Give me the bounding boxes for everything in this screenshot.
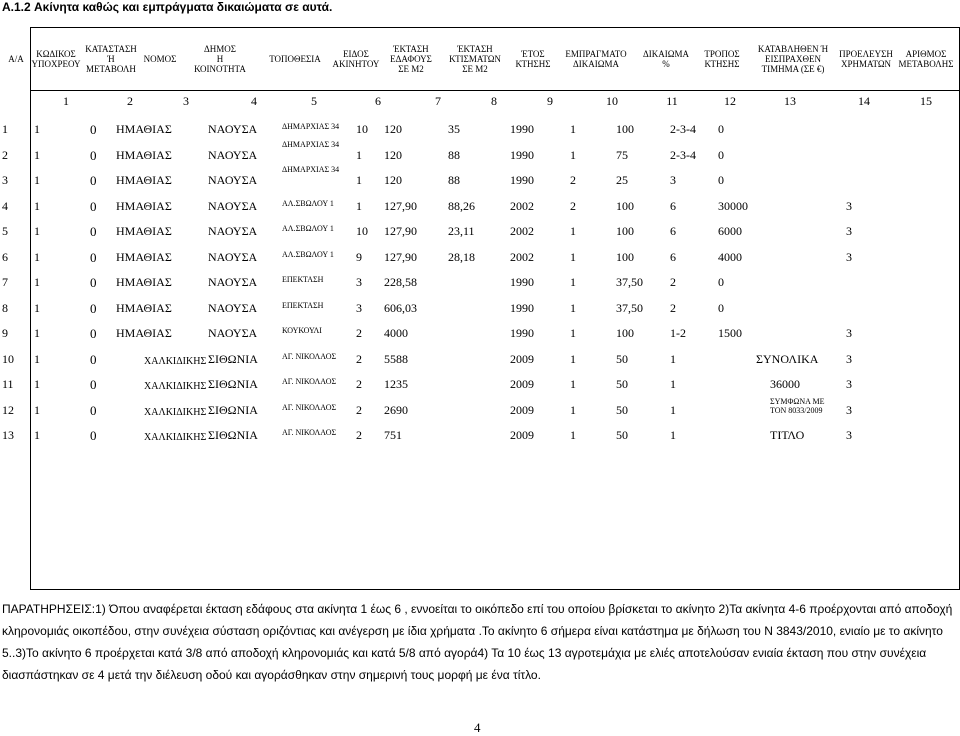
cell-eidos: 2 <box>356 351 362 366</box>
cell-dikaioma: 1 <box>570 300 576 315</box>
table-row <box>0 424 960 449</box>
column-header-line: ΣΕ Μ2 <box>462 64 488 74</box>
cell-dikaioma: 1 <box>570 351 576 366</box>
column-header-line: ΚΩΔΙΚΟΣ <box>36 49 76 59</box>
cell-eidos: 1 <box>356 173 362 187</box>
cell-topothesia: ΑΓ. ΝΙΚΟΛΑΟΣ <box>282 402 337 412</box>
cell-aa: 9 <box>2 326 8 340</box>
cell-dikaioma: 1 <box>570 377 576 391</box>
cell-ktismata: 23,11 <box>448 224 475 238</box>
cell-aa: 3 <box>2 173 8 187</box>
cell-dikaioma: 1 <box>570 275 576 289</box>
cell-dimos: ΝΑΟΥΣΑ <box>208 275 258 289</box>
cell-etos: 1990 <box>510 147 534 162</box>
column-number: 7 <box>435 94 441 108</box>
cell-status: 0 <box>90 224 97 239</box>
column-number: 14 <box>858 94 870 108</box>
cell-status: 0 <box>90 300 97 316</box>
cell-dimos: ΣΙΘΩΝΙΑ <box>208 402 258 417</box>
cell-nomos: ΗΜΑΘΙΑΣ <box>116 147 172 162</box>
column-header-line: ΔΙΚΑΙΩΜΑ <box>643 49 689 59</box>
cell-eidos: 3 <box>356 300 362 315</box>
cell-eidos: 3 <box>356 275 362 289</box>
table-header <box>8 27 960 91</box>
cell-nomos: ΗΜΑΘΙΑΣ <box>116 198 172 213</box>
cell-code: 1 <box>34 351 40 366</box>
cell-ektasi: 1235 <box>384 377 408 391</box>
cell-dimos: ΝΑΟΥΣΑ <box>208 300 258 315</box>
column-number: 4 <box>251 94 257 108</box>
cell-eidos: 2 <box>356 377 362 391</box>
table-row <box>0 220 960 245</box>
cell-ektasi: 751 <box>384 428 402 442</box>
cell-aa: 5 <box>2 224 8 238</box>
cell-ektasi: 127,90 <box>384 249 417 264</box>
table-row <box>0 139 960 169</box>
cell-tropos: 6 <box>670 224 676 238</box>
cell-code: 1 <box>34 402 40 417</box>
cell-pososto: 50 <box>616 402 628 417</box>
cell-code: 1 <box>34 173 40 187</box>
cell-eidos: 1 <box>356 198 362 213</box>
cell-nomos: ΗΜΑΘΙΑΣ <box>116 173 172 187</box>
column-header-line: ΤΙΜΗΜΑ (ΣΕ €) <box>761 64 825 74</box>
cell-timima: 0 <box>718 275 724 289</box>
column-number: 12 <box>724 94 736 108</box>
cell-nomos: ΧΑΛΚΙΔΙΚΗΣ <box>144 432 207 443</box>
column-header-line: Ή <box>107 54 115 64</box>
cell-eidos: 2 <box>356 326 362 340</box>
cell-status: 0 <box>90 249 97 265</box>
cell-nomos: ΧΑΛΚΙΔΙΚΗΣ <box>144 355 207 367</box>
cell-topothesia: ΑΛ.ΣΒΩΛΟΥ 1 <box>282 249 334 259</box>
column-header-line: ΤΡΟΠΟΣ <box>704 49 740 59</box>
cell-etos: 1990 <box>510 173 534 187</box>
column-header-line: ΑΡΙΘΜΟΣ <box>905 49 947 59</box>
cell-topothesia: ΚΟΥΚΟΥΛΙ <box>282 326 322 335</box>
column-header-7 <box>330 27 382 91</box>
cell-ktismata: 88 <box>448 147 460 162</box>
cell-status: 0 <box>90 122 97 137</box>
cell-etos: 1990 <box>510 326 534 340</box>
table-row <box>0 271 960 296</box>
cell-aa: 12 <box>2 402 14 417</box>
cell-dikaioma: 1 <box>570 326 576 340</box>
column-header-line: ΕΔΑΦΟΥΣ <box>390 54 432 64</box>
cell-code: 1 <box>34 300 40 315</box>
cell-ktismata: 88 <box>448 173 460 187</box>
column-header-line: ΔΗΜΟΣ <box>203 44 237 54</box>
cell-proeleusi: 3 <box>846 428 852 442</box>
cell-code: 1 <box>34 326 40 340</box>
column-header-2 <box>30 27 82 91</box>
column-number: 8 <box>491 94 497 108</box>
cell-topothesia: ΕΠΕΚΤΑΣΗ <box>282 300 324 310</box>
cell-pososto: 100 <box>616 198 634 213</box>
column-header-line: ΔΙΚΑΙΩΜΑ <box>573 59 619 69</box>
column-header-line: ΕΙΔΟΣ <box>343 49 369 59</box>
column-header-line: ΚΤΗΣΗΣ <box>704 59 740 69</box>
cell-timima: 6000 <box>718 224 742 238</box>
cell-topothesia: ΔΗΜΑΡΧΙΑΣ 34 <box>282 165 340 174</box>
cell-aa: 11 <box>2 377 14 391</box>
cell-nomos: ΗΜΑΘΙΑΣ <box>116 249 172 264</box>
cell-nomos: ΗΜΑΘΙΑΣ <box>116 275 172 289</box>
cell-tropos: 3 <box>670 173 676 187</box>
cell-dimos: ΝΑΟΥΣΑ <box>208 147 258 162</box>
column-number: 5 <box>311 94 317 108</box>
cell-pososto: 100 <box>616 249 634 264</box>
cell-etos: 2002 <box>510 249 534 264</box>
cell-eidos: 10 <box>356 224 368 238</box>
page-number: 4 <box>474 720 481 735</box>
column-header-3 <box>82 27 140 91</box>
cell-ektasi: 120 <box>384 122 402 136</box>
cell-ektasi: 127,90 <box>384 224 417 238</box>
column-header-line: ΈΤΟΣ <box>521 49 545 59</box>
column-header-4 <box>140 27 180 91</box>
cell-dikaioma: 1 <box>570 428 576 442</box>
cell-topothesia: ΑΛ.ΣΒΩΛΟΥ 1 <box>282 198 334 208</box>
table-row <box>0 348 960 373</box>
cell-timima: 0 <box>718 147 724 162</box>
column-header-line: ΈΚΤΑΣΗ <box>393 44 429 54</box>
column-header-8 <box>382 27 440 91</box>
cell-timima: 30000 <box>718 198 748 213</box>
cell-tropos: 1 <box>670 402 676 417</box>
cell-ektasi: 120 <box>384 147 402 162</box>
column-number: 3 <box>183 94 189 108</box>
column-header-line: ΥΠΟΧΡΕΟΥ <box>31 59 81 69</box>
cell-dimos: ΝΑΟΥΣΑ <box>208 224 258 238</box>
cell-ektasi: 120 <box>384 173 402 187</box>
cell-eidos: 2 <box>356 428 362 442</box>
column-header-line: ΕΙΣΠΡΑΧΘΕΝ <box>765 54 821 64</box>
column-header-13 <box>696 27 748 91</box>
cell-dikaioma: 1 <box>570 249 576 264</box>
cell-aa: 6 <box>2 249 8 264</box>
cell-dikaioma: 1 <box>570 402 576 417</box>
cell-ektasi: 228,58 <box>384 275 417 289</box>
cell-code: 1 <box>34 428 40 442</box>
column-header-16 <box>894 27 958 91</box>
cell-dimos: ΝΑΟΥΣΑ <box>208 326 258 340</box>
column-number: 1 <box>63 94 69 108</box>
cell-nomos: ΧΑΛΚΙΔΙΚΗΣ <box>144 381 207 392</box>
column-header-6 <box>260 27 330 91</box>
cell-eidos: 9 <box>356 249 362 264</box>
cell-aa: 7 <box>2 275 8 289</box>
column-header-line: % <box>662 59 670 69</box>
column-header-line: ΚΟΙΝΟΤΗΤΑ <box>194 64 246 74</box>
column-header-14 <box>748 27 838 91</box>
column-header-line: ΚΤΗΣΗΣ <box>515 59 551 69</box>
cell-tropos: 2-3-4 <box>670 122 696 136</box>
cell-tropos: 6 <box>670 249 676 264</box>
column-header-line: Α/Α <box>8 54 24 64</box>
cell-proeleusi: 3 <box>846 249 852 264</box>
section-title: A.1.2 Ακίνητα καθώς και εμπράγματα δικαιώματα σε αυτά. <box>2 0 333 14</box>
cell-aa: 1 <box>2 122 8 136</box>
cell-proeleusi: 3 <box>846 377 852 391</box>
cell-etos: 1990 <box>510 122 534 136</box>
cell-etos: 1990 <box>510 275 534 289</box>
column-number: 6 <box>375 94 381 108</box>
cell-nomos: ΗΜΑΘΙΑΣ <box>116 224 172 238</box>
cell-pososto: 37,50 <box>616 275 643 289</box>
cell-ektasi: 2690 <box>384 402 408 417</box>
table-row <box>0 322 960 347</box>
cell-topothesia: ΔΗΜΑΡΧΙΑΣ 34 <box>282 139 340 149</box>
cell-timima: 0 <box>718 300 724 315</box>
cell-timima: ΣΥΜΦΩΝΑ ΜΕ ΤΟΝ 8033/2009 <box>770 396 825 415</box>
remarks-text: ΠΑΡΑΤΗΡΗΣΕΙΣ:1) Όπου αναφέρεται έκταση εδάφους στα ακίνητα 1 έως 6 , εννοείται το οικόπεδο επί του οποίου βρίσκεται το ακίνητο 2)Τα ακίνητα 4-6 προέρχονται από αποδοχή κληρονομιάς οικοπέδου, στην συνέχεια σύσταση οριζόντιας και ανέγερση με ίδια χρήματα .Το ακίνητο 6 σήμερα είναι κατάστημα με δήλωση του Ν 3843/2010, ενιαίο με το ακίνητο 5..3)Το ακίνητο 6 προέρχεται κατά 3/8 από αποδοχή κληρονομιάς και κατά 5/8 από αγορά4) Τα 10 έως 13 αγροτεμάχια με ελιές αποτελούσαν ενιαία έκταση που στην συνέχεια διασπάστηκαν σε 4 μετά την διέλευση οδού και αγοράσθηκαν στην σημερινή τους μορφή με ένα τίτλο. <box>2 602 953 682</box>
cell-dikaioma: 1 <box>570 122 576 136</box>
cell-timima: 1500 <box>718 326 742 340</box>
cell-tropos: 2-3-4 <box>670 147 696 162</box>
table-row <box>0 373 960 398</box>
cell-code: 1 <box>34 377 40 391</box>
column-header-line: ΚΤΙΣΜΑΤΩΝ <box>449 54 501 64</box>
cell-nomos: ΗΜΑΘΙΑΣ <box>116 326 172 340</box>
cell-proeleusi: 3 <box>846 224 852 238</box>
cell-aa: 8 <box>2 300 8 315</box>
cell-topothesia: ΕΠΕΚΤΑΣΗ <box>282 275 324 284</box>
cell-dikaioma: 2 <box>570 198 576 213</box>
cell-tropos: 1 <box>670 377 676 391</box>
cell-etos: 2002 <box>510 224 534 238</box>
table-row <box>0 165 960 194</box>
cell-code: 1 <box>34 147 40 162</box>
column-header-9 <box>440 27 510 91</box>
cell-etos: 2009 <box>510 402 534 417</box>
cell-timima: ΤΙΤΛΟ <box>770 428 805 442</box>
cell-pososto: 100 <box>616 224 634 238</box>
cell-dimos: ΣΙΘΩΝΙΑ <box>208 428 258 442</box>
cell-ektasi: 4000 <box>384 326 408 340</box>
cell-timima: 0 <box>718 173 724 187</box>
column-header-15 <box>838 27 894 91</box>
cell-status: 0 <box>90 147 97 163</box>
cell-status: 0 <box>90 428 97 443</box>
cell-ktismata: 88,26 <box>448 198 475 213</box>
cell-pososto: 100 <box>616 326 634 340</box>
column-header-10 <box>510 27 556 91</box>
cell-aa: 13 <box>2 428 14 442</box>
cell-etos: 2009 <box>510 428 534 442</box>
cell-pososto: 75 <box>616 147 628 162</box>
table-row <box>0 246 960 271</box>
table-row <box>0 297 960 322</box>
column-header-line: ΜΕΤΑΒΟΛΗ <box>86 64 136 74</box>
cell-code: 1 <box>34 249 40 264</box>
cell-dikaioma: 1 <box>570 224 576 238</box>
column-number: 10 <box>606 94 618 108</box>
cell-pososto: 50 <box>616 351 628 366</box>
column-header-11 <box>556 27 636 91</box>
cell-eidos: 2 <box>356 402 362 417</box>
cell-tropos: 2 <box>670 275 676 289</box>
cell-nomos: ΧΑΛΚΙΔΙΚΗΣ <box>144 406 207 418</box>
cell-proeleusi: 3 <box>846 351 852 366</box>
cell-aa: 2 <box>2 147 8 162</box>
cell-dimos: ΝΑΟΥΣΑ <box>208 173 258 187</box>
column-number: 15 <box>920 94 932 108</box>
cell-pososto: 37,50 <box>616 300 643 315</box>
table-row <box>0 118 960 143</box>
cell-dimos: ΣΙΘΩΝΙΑ <box>208 377 258 391</box>
cell-timima: 0 <box>718 122 724 136</box>
cell-status: 0 <box>90 351 97 367</box>
cell-ektasi: 5588 <box>384 351 408 366</box>
cell-dikaioma: 2 <box>570 173 576 187</box>
cell-status: 0 <box>90 377 97 392</box>
column-number: 9 <box>547 94 553 108</box>
cell-eidos: 10 <box>356 122 368 136</box>
cell-aa: 10 <box>2 351 14 366</box>
table-row <box>0 396 960 424</box>
cell-dimos: ΝΑΟΥΣΑ <box>208 122 258 136</box>
cell-topothesia: ΑΓ. ΝΙΚΟΛΑΟΣ <box>282 377 337 386</box>
column-number-row <box>30 94 960 110</box>
column-header-line: ΚΑΤΑΣΤΑΣΗ <box>85 44 137 54</box>
column-header-line: ΕΜΠΡΑΓΜΑΤΟ <box>565 49 627 59</box>
column-header-1 <box>2 27 30 91</box>
table-row <box>0 195 960 220</box>
cell-etos: 1990 <box>510 300 534 315</box>
cell-pososto: 50 <box>616 377 628 391</box>
cell-ktismata: 28,18 <box>448 249 475 264</box>
cell-tropos: 1-2 <box>670 326 686 340</box>
cell-tropos: 1 <box>670 428 676 442</box>
cell-topothesia: ΑΓ. ΝΙΚΟΛΑΟΣ <box>282 351 337 361</box>
cell-nomos: ΗΜΑΘΙΑΣ <box>116 300 172 315</box>
cell-proeleusi: 3 <box>846 402 852 417</box>
cell-tropos: 6 <box>670 198 676 213</box>
cell-timima: 36000 <box>770 377 800 391</box>
cell-code: 1 <box>34 275 40 289</box>
cell-timima: 4000 <box>718 249 742 264</box>
column-header-line: ΚΑΤΑΒΛΗΘΕΝ Ή <box>757 44 829 54</box>
cell-nomos: ΗΜΑΘΙΑΣ <box>116 122 172 136</box>
column-header-line: ΤΟΠΟΘΕΣΙΑ <box>269 54 321 64</box>
column-header-line: ΝΟΜΟΣ <box>143 54 177 64</box>
column-number: 13 <box>784 94 796 108</box>
column-header-12 <box>636 27 696 91</box>
cell-topothesia: ΑΓ. ΝΙΚΟΛΑΟΣ <box>282 428 337 437</box>
cell-ektasi: 127,90 <box>384 198 417 213</box>
cell-ektasi: 606,03 <box>384 300 417 315</box>
cell-dikaioma: 1 <box>570 147 576 162</box>
column-header-line: ΧΡΗΜΑΤΩΝ <box>840 59 892 69</box>
column-number: 11 <box>666 94 678 108</box>
cell-code: 1 <box>34 224 40 238</box>
cell-dimos: ΣΙΘΩΝΙΑ <box>208 351 258 366</box>
column-header-line: ΑΚΙΝΗΤΟΥ <box>332 59 380 69</box>
column-header-line: ΣΕ Μ2 <box>398 64 424 74</box>
cell-pososto: 50 <box>616 428 628 442</box>
column-header-line: ΠΡΟΕΛΕΥΣΗ <box>839 49 893 59</box>
cell-tropos: 1 <box>670 351 676 366</box>
cell-proeleusi: 3 <box>846 198 852 213</box>
column-number: 2 <box>127 94 133 108</box>
cell-etos: 2002 <box>510 198 534 213</box>
cell-topothesia: ΑΛ.ΣΒΩΛΟΥ 1 <box>282 224 334 233</box>
cell-status: 0 <box>90 326 97 341</box>
cell-status: 0 <box>90 173 97 188</box>
cell-timima: ΣΥΝΟΛΙΚΑ <box>756 351 819 366</box>
cell-pososto: 100 <box>616 122 634 136</box>
cell-etos: 2009 <box>510 377 534 391</box>
cell-ktismata: 35 <box>448 122 460 136</box>
cell-pososto: 25 <box>616 173 628 187</box>
cell-eidos: 1 <box>356 147 362 162</box>
column-header-5 <box>180 27 260 91</box>
cell-status: 0 <box>90 275 97 290</box>
cell-dimos: ΝΑΟΥΣΑ <box>208 249 258 264</box>
cell-code: 1 <box>34 122 40 136</box>
cell-dimos: ΝΑΟΥΣΑ <box>208 198 258 213</box>
cell-code: 1 <box>34 198 40 213</box>
cell-etos: 2009 <box>510 351 534 366</box>
cell-proeleusi: 3 <box>846 326 852 340</box>
column-header-line: ΜΕΤΑΒΟΛΗΣ <box>898 59 954 69</box>
cell-tropos: 2 <box>670 300 676 315</box>
cell-topothesia: ΔΗΜΑΡΧΙΑΣ 34 <box>282 122 340 131</box>
column-header-line: Η <box>216 54 224 64</box>
column-header-line: ΈΚΤΑΣΗ <box>457 44 493 54</box>
cell-aa: 4 <box>2 198 8 213</box>
cell-status: 0 <box>90 402 97 418</box>
cell-status: 0 <box>90 198 97 214</box>
